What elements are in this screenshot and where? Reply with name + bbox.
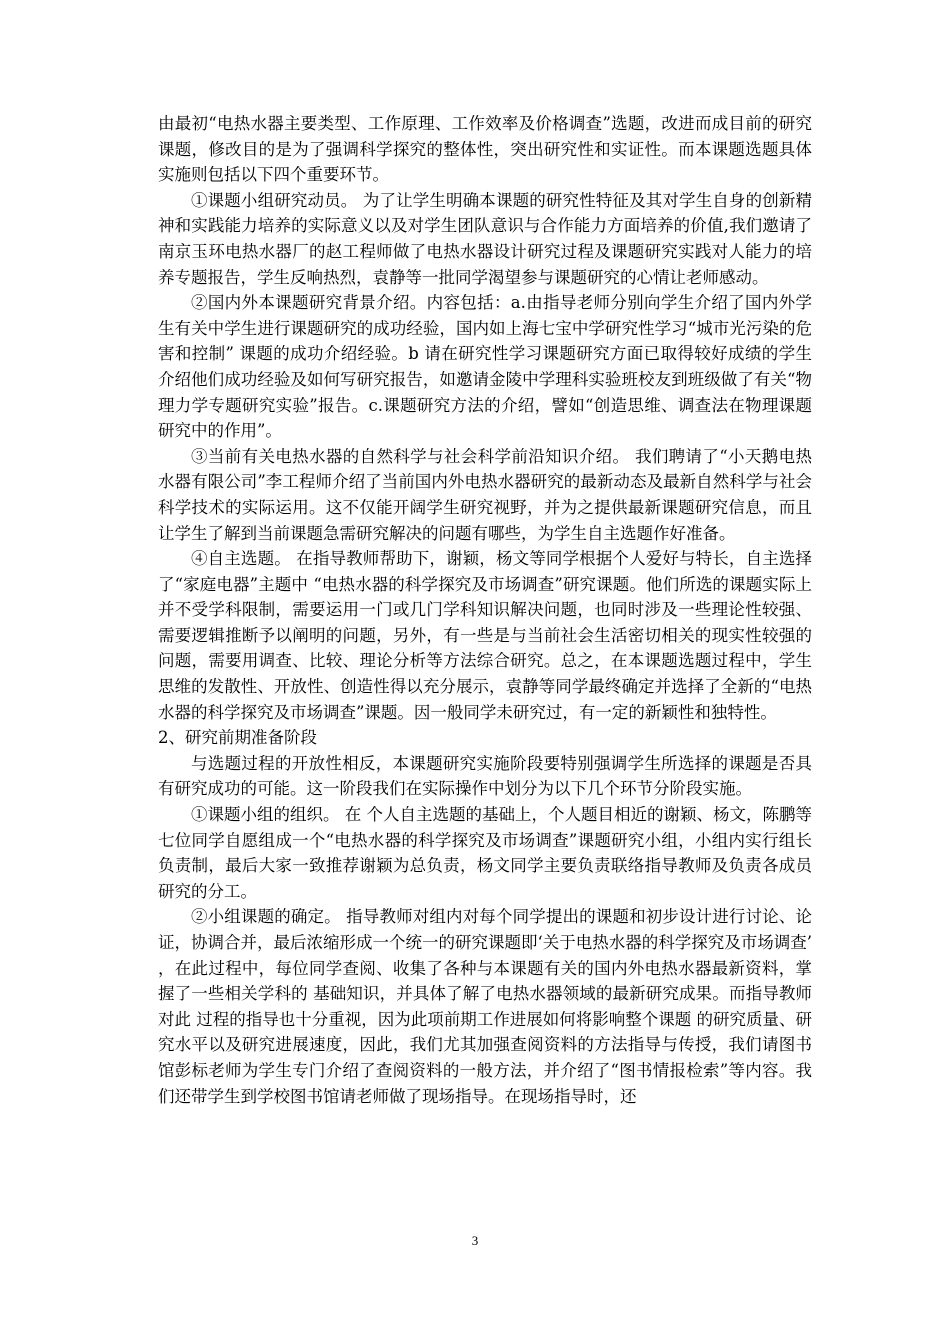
page-number: 3 bbox=[471, 1233, 479, 1248]
paragraph-group-organization: ①课题小组的组织。 在 个人自主选题的基础上，个人题目相近的谢颖、杨文，陈鹏等七位同学自愿组成一个“电热水器的科学探究及市场调查”课题研究小组，小组内实行组长负责制，最后大家一致推荐谢颖为总负责，杨文同学主要负责联络指导教师及负责各成员研究的分工。 bbox=[158, 805, 812, 901]
body-text bbox=[158, 111, 812, 1109]
paragraph-intro: 由最初“电热水器主要类型、工作原理、工作效率及价格调查”选题，改进而成目前的研究课题，修改目的是为了强调科学探究的整体性，突出研究性和实证性。而本课题选题具体实施则包括以下四个重要环节。 bbox=[158, 114, 812, 185]
paragraph-background: ②国内外本课题研究背景介绍。内容包括：a.由指导老师分别向学生介绍了国内外学生有关中学生进行课题研究的成功经验，国内如上海七宝中学研究性学习“城市光污染的危害和控制” 课题的成功介绍经验。b 请在研究性学习课题研究方面已取得较好成绩的学生介绍他们成功经验及如何写研究报告，如邀请金陵中学理科实验班校友到班级做了有关“物理力学专题研究实验”报告。c.课题研究方法的介绍，譬如“创造思维、调查法在物理课题研究中的作用”。 bbox=[158, 293, 812, 441]
paragraph-mobilization: ①课题小组研究动员。 为了让学生明确本课题的研究性特征及其对学生自身的创新精神和实践能力培养的实际意义以及对学生团队意识与合作能力方面培养的价值,我们邀请了南京玉环电热水器厂的赵工程师做了电热水器设计研究过程及课题研究实践对人能力的培养专题报告，学生反响热烈，袁静等一批同学渴望参与课题研究的心情让老师感动。 bbox=[158, 190, 812, 287]
section-heading: 2、研究前期准备阶段 bbox=[158, 728, 317, 748]
paragraph-self-selection: ④自主选题。 在指导教师帮助下，谢颖，杨文等同学根据个人爱好与特长，自主选择了“家庭电器”主题中 “电热水器的科学探究及市场调查”研究课题。他们所选的课题实际上并不受学科限制，需要运用一门或几门学科知识解决问题，也同时涉及一些理论性较强、需要逻辑推断予以阐明的问题，另外，有一些是与当前社会生活密切相关的现实性较强的问题，需要用调查、比较、理论分析等方法综合研究。总之，在本课题选题过程中，学生思维的发散性、开放性、创造性得以充分展示，袁静等同学最终确定并选择了全新的“电热水器的科学探究及市场调查”课题。因一般同学未研究过，有一定的新颖性和独特性。 bbox=[158, 549, 812, 722]
paragraph-frontier-knowledge: ③当前有关电热水器的自然科学与社会科学前沿知识介绍。 我们聘请了“小天鹅电热水器有限公司”李工程师介绍了当前国内外电热水器研究的最新动态及最新自然科学与社会科学技术的实际运用。这不仅能开阔学生研究视野，并为之提供最新课题研究信息，而且让学生了解到当前课题急需研究解决的问题有哪些，为学生自主选题作好准备。 bbox=[158, 446, 812, 543]
paragraph-topic-determination: ②小组课题的确定。 指导教师对组内对每个同学提出的课题和初步设计进行讨论、论证，协调合并，最后浓缩形成一个统一的研究课题即‘关于电热水器的科学探究及市场调查’，在此过程中，每位同学查阅、收集了各种与本课题有关的国内外电热水器最新资料，掌握了一些相关学科的 基础知识，并具体了解了电热水器领域的最新研究成果。而指导教师对此 过程的指导也十分重视，因为此项前期工作进展如何将影响整个课题 的研究质量、研究水平以及研究进展速度，因此，我们尤其加强查阅资料的方法指导与传授，我们请图书馆彭标老师为学生专门介绍了查阅资料的一般方法，并介绍了“图书情报检索”等内容。我们还带学生到学校图书馆请老师做了现场指导。在现场指导时，还 bbox=[158, 907, 812, 1106]
paragraph-preparation: 与选题过程的开放性相反，本课题研究实施阶段要特别强调学生所选择的课题是否具有研究成功的可能。这一阶段我们在实际操作中划分为以下几个环节分阶段实施。 bbox=[158, 753, 812, 799]
